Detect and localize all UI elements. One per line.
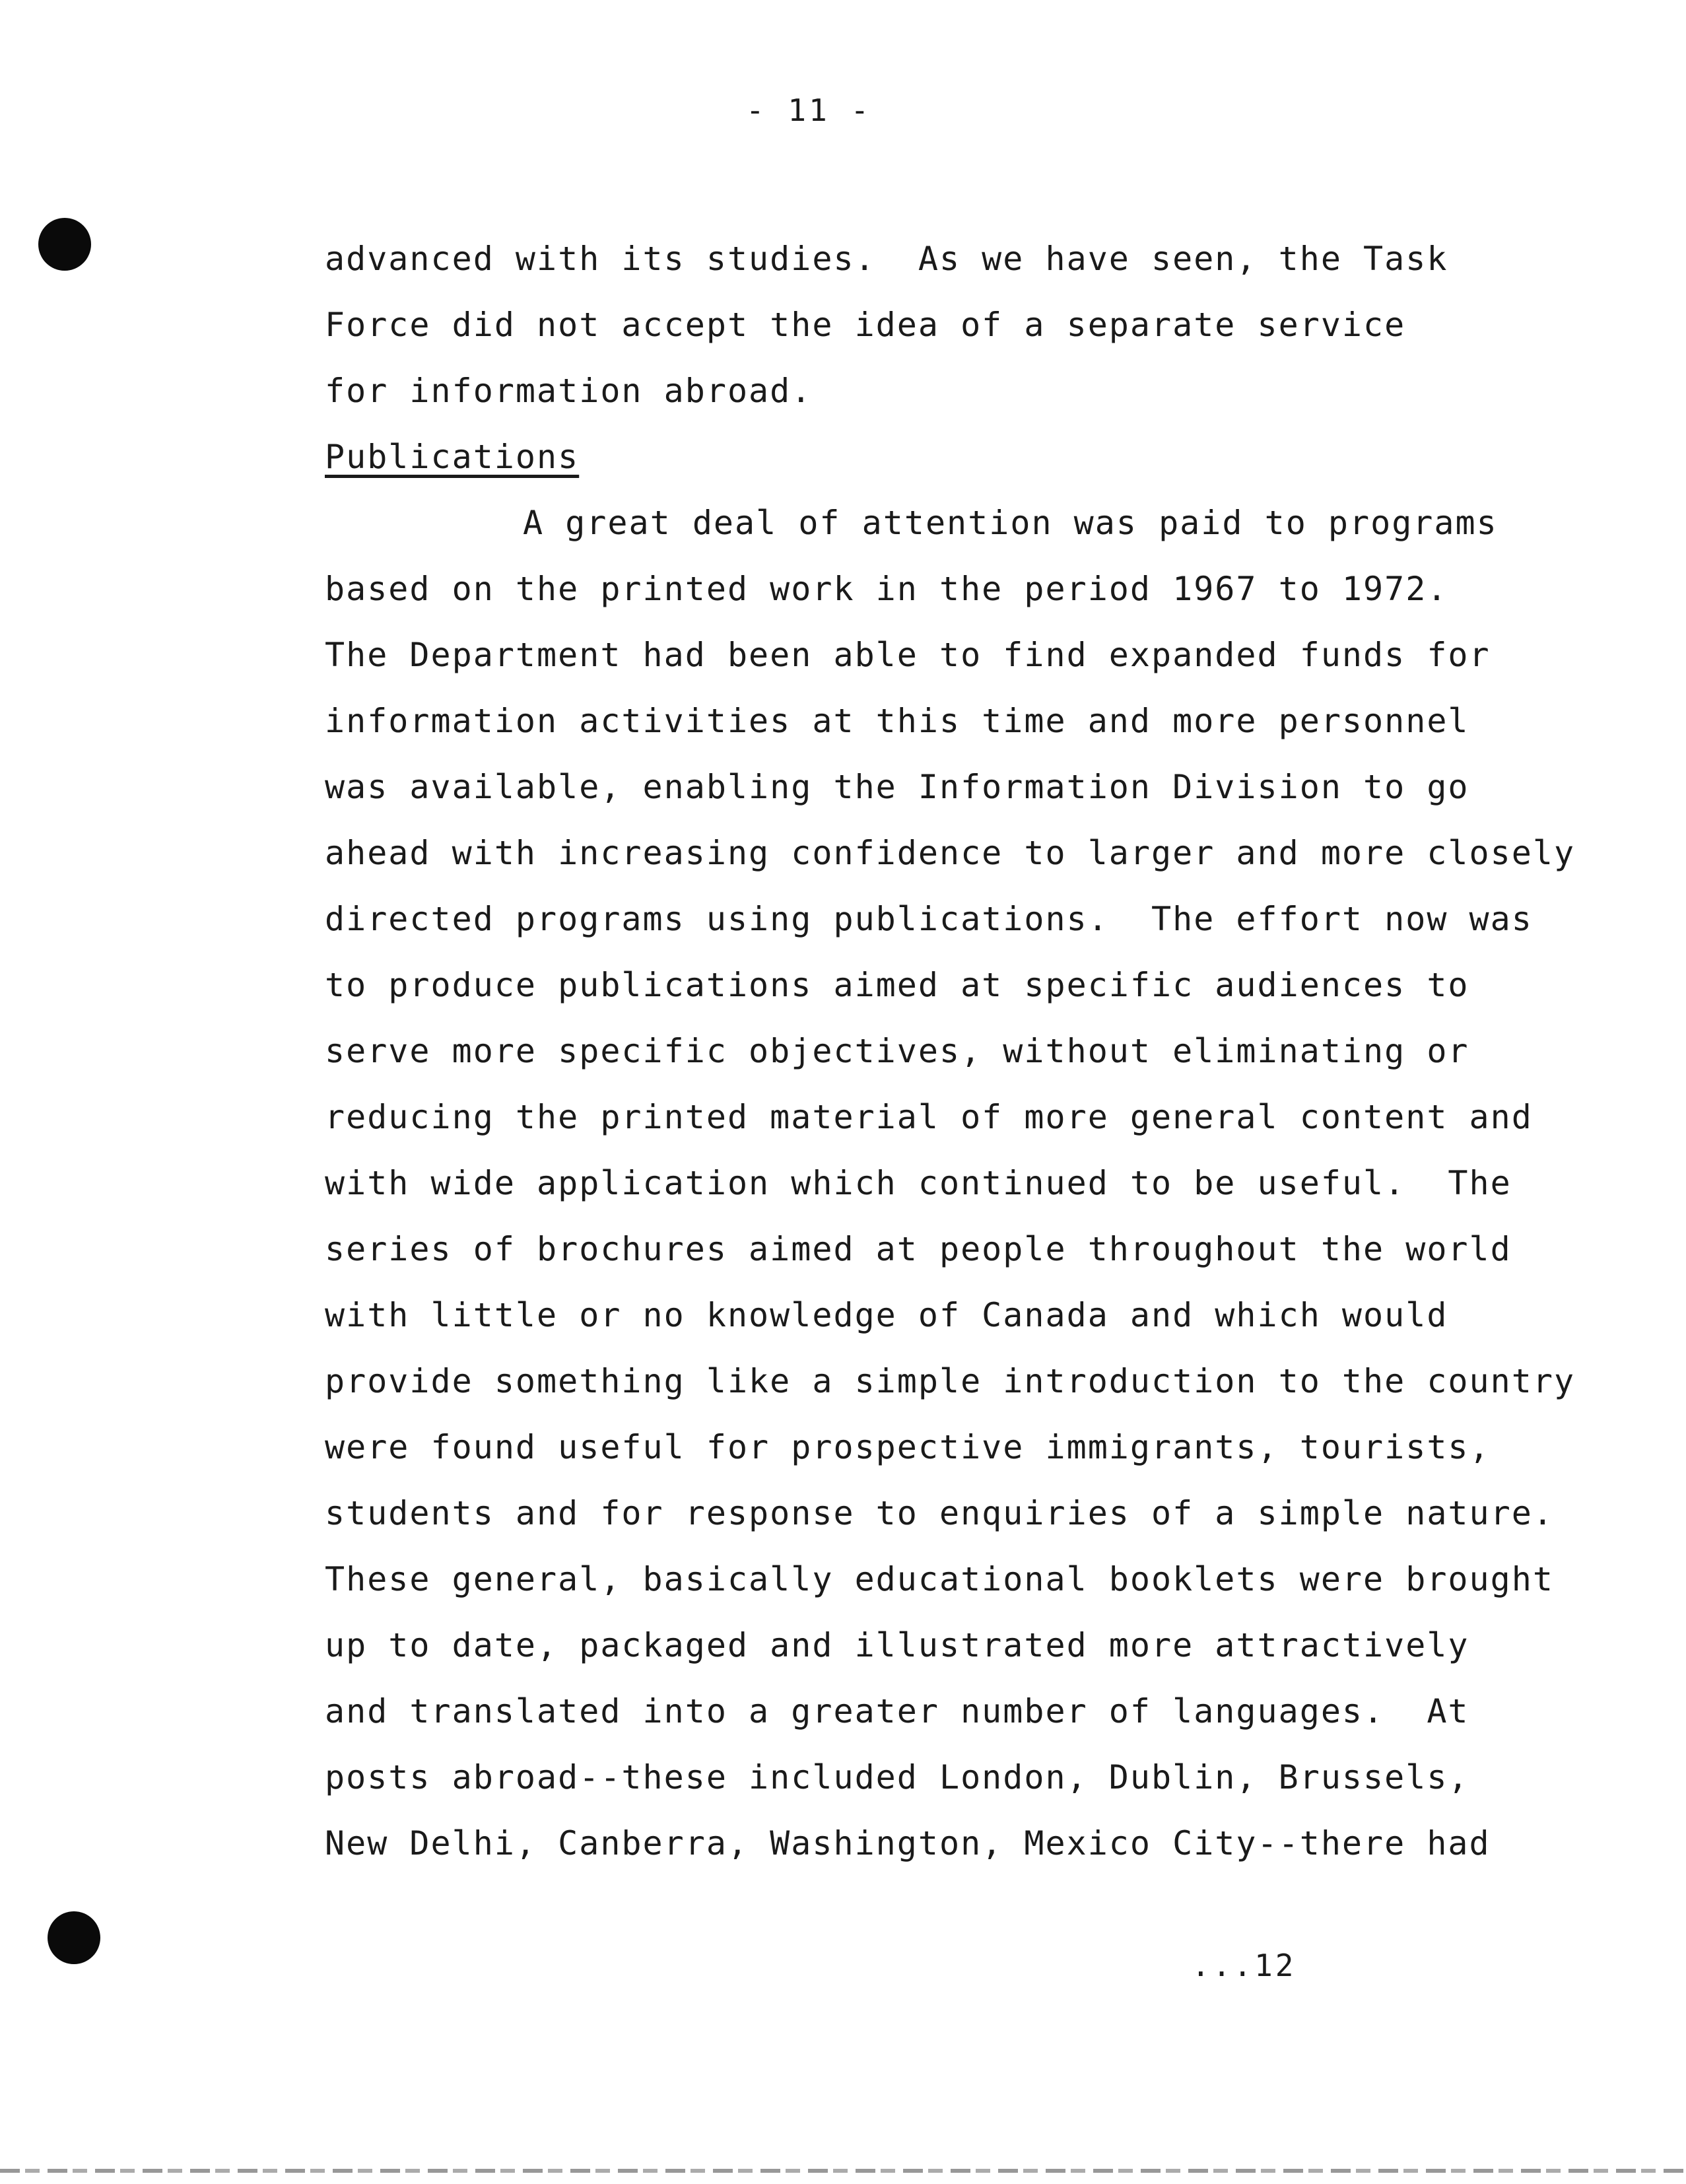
text-line: directed programs using publications. The effort now was <box>325 900 1533 938</box>
text-line: up to date, packaged and illustrated more attractively <box>325 1626 1469 1664</box>
text-line: with wide application which continued to be useful. The <box>325 1164 1512 1202</box>
continuation-marker: ...12 <box>1192 1948 1297 1983</box>
text-line: series of brochures aimed at people throughout the world <box>325 1230 1512 1268</box>
text-line: were found useful for prospective immigrants, tourists, <box>325 1428 1491 1466</box>
text-line: ahead with increasing confidence to larger and more closely <box>325 834 1576 872</box>
text-line: A great deal of attention was paid to programs <box>523 504 1498 542</box>
text-line: based on the printed work in the period 1967 to 1972. <box>325 570 1448 608</box>
text-line: The Department had been able to find expanded funds for <box>325 636 1491 674</box>
text-line: was available, enabling the Information Division to go <box>325 768 1469 806</box>
punch-hole-top <box>38 218 91 271</box>
text-line: students and for response to enquiries of a simple nature. <box>325 1494 1554 1532</box>
punch-hole-bottom <box>48 1911 100 1964</box>
text-line: New Delhi, Canberra, Washington, Mexico City--there had <box>325 1824 1491 1862</box>
document-body <box>325 226 1576 1876</box>
text-line: provide something like a simple introduction to the country <box>325 1362 1576 1400</box>
text-line: reducing the printed material of more general content and <box>325 1098 1533 1136</box>
text-line: Force did not accept the idea of a separate service <box>325 306 1406 344</box>
text-line: serve more specific objectives, without eliminating or <box>325 1032 1469 1070</box>
text-line: posts abroad--these included London, Dublin, Brussels, <box>325 1758 1469 1796</box>
text-line: to produce publications aimed at specific audiences to <box>325 966 1469 1004</box>
section-heading: Publications <box>325 438 580 476</box>
text-line: for information abroad. <box>325 372 813 410</box>
text-line: These general, basically educational booklets were brought <box>325 1560 1554 1598</box>
scan-edge-artifact <box>0 2169 1686 2173</box>
page-number: - 11 - <box>746 92 872 128</box>
text-line: information activities at this time and more personnel <box>325 702 1469 740</box>
text-line: and translated into a greater number of languages. At <box>325 1692 1469 1730</box>
text-line: with little or no knowledge of Canada and which would <box>325 1296 1448 1334</box>
text-line: advanced with its studies. As we have seen, the Task <box>325 240 1448 278</box>
